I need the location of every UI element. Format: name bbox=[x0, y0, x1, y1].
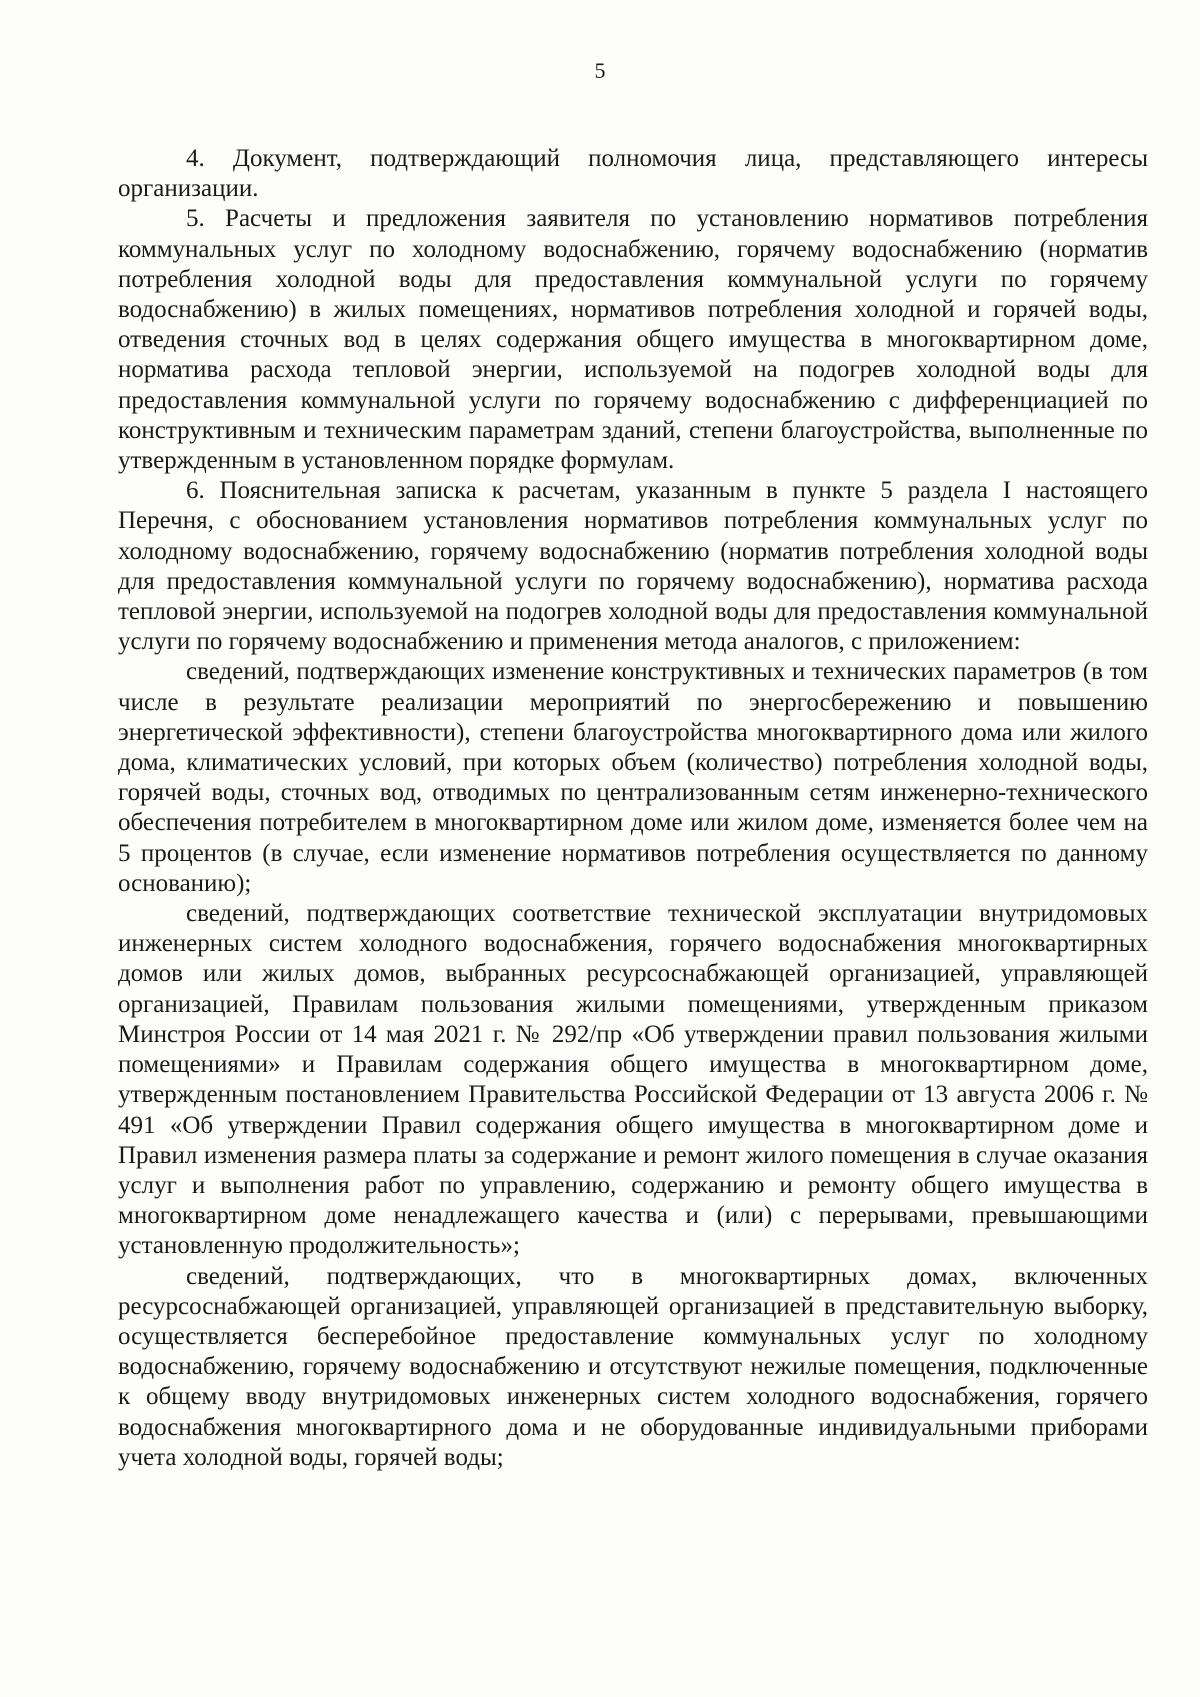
paragraph-item-4: 4. Документ, подтверждающий полномочия лица, представляющего интересы организации. bbox=[118, 145, 1148, 203]
paragraph-item-5: 5. Расчеты и предложения заявителя по установлению нормативов потребления коммунальных услуг по холодному водоснабжению, горячему водоснабжению (норматив потребления холодной воды для предоставления коммунальной услуги по горячему водоснабжению) в жилых помещениях, нормативов потребления холодной и горячей воды, отведения сточных вод в целях содержания общего имущества в многоквартирном доме, норматива расхода тепловой энергии, используемой на подогрев холодной воды для предоставления коммунальной услуги по горячему водоснабжению с дифференциацией по конструктивным и техническим параметрам зданий, степени благоустройства, выполненные по утвержденным в установленном порядке формулам. bbox=[118, 205, 1148, 475]
page-number: 5 bbox=[594, 58, 606, 83]
paragraph-attachment-supply: сведений, подтверждающих, что в многоквартирных домах, включенных ресурсоснабжающей организацией, управляющей организацией в представительную выборку, осуществляется бесперебойное предоставление коммунальных услуг по холодному водоснабжению, горячему водоснабжению и отсутствуют нежилые помещения, подключенные к общему вводу внутридомовых инженерных систем холодного водоснабжения, горячего водоснабжения многоквартирного дома и не оборудованные индивидуальными приборами учета холодной воды, горячей воды; bbox=[118, 1262, 1148, 1471]
paragraph-attachment-construction: сведений, подтверждающих изменение конструктивных и технических параметров (в том числе в результате реализации мероприятий по энергосбережению и повышению энергетической эффективности), степени благоустройства многоквартирного дома или жилого дома, климатических условий, при которых объем (количество) потребления холодной воды, горячей воды, сточных вод, отводимых по централизованным сетям инженерно-технического обеспечения потребителем в многоквартирном доме или жилом доме, изменяется более чем на 5 процентов (в случае, если изменение нормативов потребления осуществляется по данному основанию); bbox=[118, 658, 1148, 897]
paragraph-item-6: 6. Пояснительная записка к расчетам, указанным в пункте 5 раздела I настоящего Перечня, с обоснованием установления нормативов потребления коммунальных услуг по холодному водоснабжению, горячему водоснабжению (норматив потребления холодной воды для предоставления коммунальной услуги по горячему водоснабжению), норматива расхода тепловой энергии, используемой на подогрев холодной воды для предоставления коммунальной услуги по горячему водоснабжению и применения метода аналогов, с приложением: bbox=[118, 477, 1148, 656]
paragraph-attachment-maintenance: сведений, подтверждающих соответствие технической эксплуатации внутридомовых инженерных систем холодного водоснабжения, горячего водоснабжения многоквартирных домов или жилых домов, выбранных ресурсоснабжающей организацией, управляющей организацией, Правилам пользования жилыми помещениями, утвержденным приказом Минстроя России от 14 мая 2021 г. № 292/пр «Об утверждении правил пользования жилыми помещениями» и Правилам содержания общего имущества в многоквартирном доме, утвержденным постановлением Правительства Российской Федерации от 13 августа 2006 г. № 491 «Об утверждении Правил содержания общего имущества в многоквартирном доме и Правил изменения размера платы за содержание и ремонт жилого помещения в случае оказания услуг и выполнения работ по управлению, содержанию и ремонту общего имущества в многоквартирном доме ненадлежащего качества и (или) с перерывами, превышающими установленную продолжительность»; bbox=[118, 900, 1148, 1260]
document-body bbox=[118, 144, 1148, 1473]
